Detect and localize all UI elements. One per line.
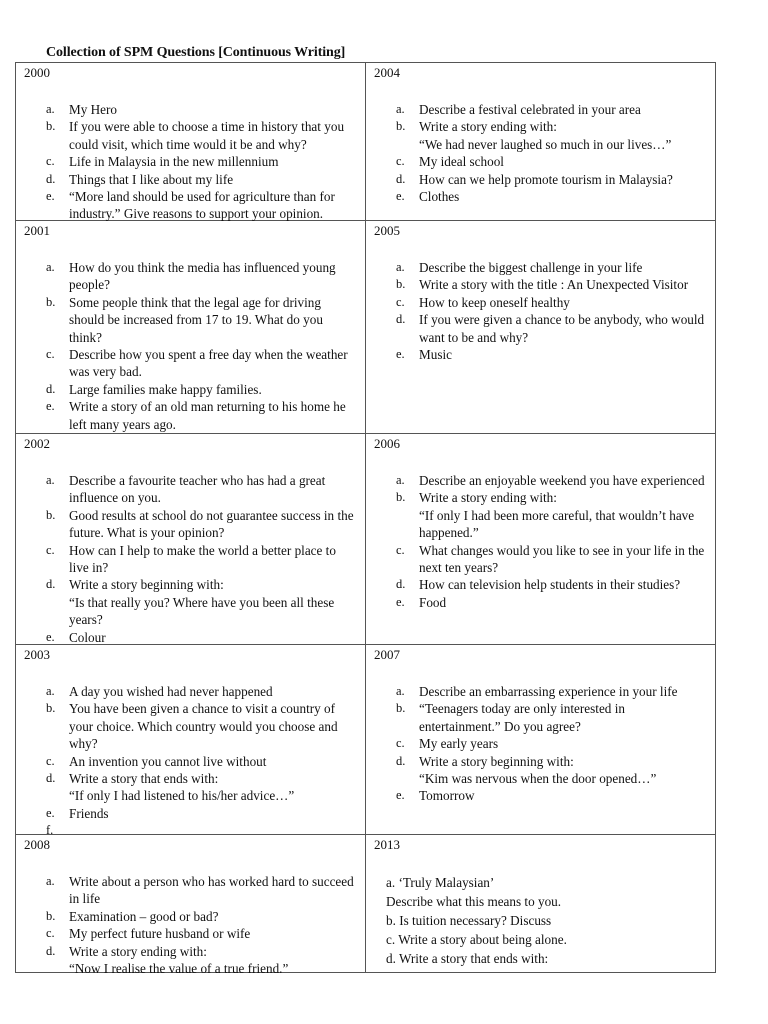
year-block-2013 (366, 835, 716, 973)
item-text: Describe the biggest challenge in your life (419, 260, 643, 275)
item-letter: e. (46, 189, 55, 204)
question-item (366, 153, 715, 170)
item-letter: c. (396, 154, 405, 169)
item-letter: a. (396, 473, 405, 487)
question-line: c. Write a story about being alone. (386, 932, 567, 947)
question-item (366, 594, 715, 611)
item-text: How do you think the media has influenced young people? (69, 260, 336, 293)
item-text: Write a story ending with: (69, 943, 207, 959)
question-item (366, 346, 715, 363)
item-text: Things that I like about my life (69, 171, 234, 187)
question-item (16, 908, 365, 925)
year-label: 2004 (374, 65, 400, 80)
item-text: Write a story with the title : An Unexpected Visitor (419, 277, 689, 293)
question-item (16, 770, 365, 805)
item-letter: a. (396, 260, 405, 274)
question-item (16, 753, 365, 770)
question-item (16, 153, 365, 170)
item-text: My ideal school (419, 154, 504, 170)
item-letter: d. (46, 171, 56, 186)
question-item (16, 118, 365, 153)
year-block-2004 (366, 63, 716, 221)
question-item (366, 472, 715, 489)
year-label: 2001 (24, 223, 50, 238)
item-quote: “Is that really you? Where have you been all these years? (69, 594, 335, 628)
item-text: Friends (69, 805, 109, 821)
item-text: My perfect future husband or wife (69, 926, 251, 942)
question-item (16, 472, 365, 507)
item-letter: c. (46, 753, 55, 768)
item-text: A day you wished had never happened (69, 684, 273, 699)
item-text: My Hero (69, 102, 117, 117)
item-letter: c. (396, 294, 405, 309)
question-item (366, 118, 715, 153)
item-letter: b. (46, 294, 56, 309)
question-item (16, 629, 365, 646)
question-item (16, 188, 365, 223)
item-quote: “If only I had listened to his/her advice…” (69, 788, 295, 804)
question-list (366, 472, 715, 611)
item-text: Examination – good or bad? (69, 908, 219, 924)
question-list (16, 259, 365, 433)
item-text: Life in Malaysia in the new millennium (69, 154, 279, 170)
item-text: Some people think that the legal age for driving should be increased from 17 to 19. What do you think? (69, 294, 323, 345)
item-letter: b. (46, 908, 56, 923)
year-block-2007 (366, 645, 716, 835)
question-list (16, 472, 365, 646)
question-item (366, 576, 715, 593)
item-quote: “Now I realise the value of a true friend.” (69, 961, 289, 977)
question-item (16, 171, 365, 188)
item-text: Clothes (419, 189, 460, 205)
item-quote: “Kim was nervous when the door opened…” (419, 771, 657, 787)
item-letter: d. (396, 312, 406, 327)
item-letter: c. (46, 926, 55, 941)
question-item (16, 576, 365, 628)
year-block-2006 (366, 434, 716, 645)
item-text: How can I help to make the world a better place to live in? (69, 542, 336, 576)
item-letter: b. (396, 277, 406, 292)
year-block-2000 (16, 63, 366, 221)
question-item (366, 188, 715, 205)
year-block-2005 (366, 221, 716, 434)
question-item (366, 787, 715, 804)
year-block-2001 (16, 221, 366, 434)
item-letter: d. (46, 577, 56, 592)
question-line: d. Write a story that ends with: (386, 951, 549, 966)
year-label: 2007 (374, 647, 400, 662)
item-letter: e. (396, 347, 405, 362)
item-letter: c. (46, 542, 55, 557)
question-item (366, 753, 715, 788)
item-letter: c. (46, 347, 55, 362)
item-text: Describe a favourite teacher who has had a great influence on you. (69, 473, 326, 506)
item-text: My early years (419, 736, 499, 752)
item-letter: e. (396, 788, 405, 803)
item-text: Write a story beginning with: (419, 753, 574, 769)
item-text: Food (419, 594, 447, 610)
item-text: What changes would you like to see in your life in the next ten years? (419, 542, 705, 576)
item-letter: b. (46, 507, 56, 522)
question-item (16, 294, 365, 346)
question-line: b. Is tuition necessary? Discuss (386, 913, 552, 928)
item-letter: a. (46, 473, 55, 487)
question-item (16, 700, 365, 752)
question-item (366, 700, 715, 735)
item-letter: d. (396, 171, 406, 186)
item-letter: b. (396, 490, 406, 505)
question-list (16, 683, 365, 838)
item-letter: e. (46, 399, 55, 414)
question-item (366, 735, 715, 752)
item-letter: e. (396, 189, 405, 204)
item-letter: b. (46, 701, 56, 716)
question-item (366, 311, 715, 346)
question-item (16, 398, 365, 433)
question-item (16, 542, 365, 577)
question-item (16, 507, 365, 542)
year-label: 2003 (24, 647, 50, 662)
item-text: You have been given a chance to visit a country of your choice. Which country would you choose and why? (69, 701, 338, 752)
item-text: Write about a person who has worked hard to succeed in life (69, 874, 354, 907)
question-item (16, 381, 365, 398)
question-item (366, 294, 715, 311)
item-letter: e. (46, 629, 55, 644)
question-item (16, 683, 365, 700)
item-letter: c. (396, 736, 405, 751)
item-quote: “We had never laughed so much in our lives…” (419, 136, 672, 152)
question-item (366, 101, 715, 118)
item-text: “More land should be used for agriculture than for industry.” Give reasons to support your opinion. (69, 189, 335, 222)
item-text: Describe an enjoyable weekend you have experienced (419, 473, 705, 488)
question-item (16, 259, 365, 294)
item-letter: a. (46, 684, 55, 698)
item-text: “Teenagers today are only interested in entertainment.” Do you agree? (419, 701, 625, 734)
item-letter: d. (396, 577, 406, 592)
item-letter: b. (396, 119, 406, 134)
item-text: How can television help students in their studies? (419, 577, 681, 593)
question-list (16, 873, 365, 977)
item-letter: c. (46, 154, 55, 169)
item-text: If you were given a chance to be anybody, who would want to be and why? (419, 312, 705, 345)
item-text: Write a story that ends with: (69, 771, 219, 787)
item-letter: a. (396, 684, 405, 698)
item-letter: d. (46, 381, 56, 396)
question-item (366, 259, 715, 276)
item-letter: a. (396, 102, 405, 116)
year-block-2003 (16, 645, 366, 838)
item-text: Music (419, 347, 452, 363)
item-letter: b. (46, 119, 56, 134)
item-text: Write a story of an old man returning to his home he left many years ago. (69, 399, 346, 432)
question-item (366, 683, 715, 700)
question-item (16, 346, 365, 381)
question-list (16, 101, 365, 223)
item-letter: c. (396, 542, 405, 557)
document-title: Collection of SPM Questions [Continuous Writing] (46, 45, 346, 60)
item-letter: a. (46, 260, 55, 274)
year-label: 2005 (374, 223, 400, 238)
item-quote: “If only I had been more careful, that wouldn’t have happened.” (419, 507, 695, 541)
question-item (16, 101, 365, 118)
question-item (366, 276, 715, 293)
year-block-2008 (16, 835, 366, 977)
item-letter: e. (396, 594, 405, 609)
question-item (16, 943, 365, 978)
item-text: Describe how you spent a free day when the weather was very bad. (69, 347, 348, 380)
question-line: Describe what this means to you. (386, 894, 562, 909)
question-list (366, 101, 715, 205)
item-letter: b. (396, 701, 406, 716)
year-label: 2008 (24, 837, 50, 852)
question-item (366, 489, 715, 541)
question-list (366, 683, 715, 805)
year-block-2002 (16, 434, 366, 645)
item-letter: e. (46, 805, 55, 820)
question-item (366, 171, 715, 188)
questions-table (15, 62, 716, 977)
item-letter: a. (46, 102, 55, 116)
item-text: Describe a festival celebrated in your area (419, 102, 641, 117)
item-text: If you were able to choose a time in history that you could visit, which time would it be and why? (69, 119, 345, 152)
item-text: Tomorrow (419, 788, 475, 804)
item-text: Write a story ending with: (419, 490, 557, 506)
year-label: 2002 (24, 436, 50, 451)
question-list (366, 873, 715, 968)
item-text: Colour (69, 629, 106, 645)
item-letter: a. (46, 874, 55, 888)
item-text: How can we help promote tourism in Malaysia? (419, 171, 673, 187)
item-letter: d. (46, 771, 56, 786)
question-item (16, 925, 365, 942)
item-text: An invention you cannot live without (69, 753, 267, 769)
item-letter: d. (396, 753, 406, 768)
item-text: How to keep oneself healthy (419, 294, 570, 310)
year-label: 2013 (374, 837, 400, 852)
year-label: 2006 (374, 436, 400, 451)
question-list (366, 259, 715, 363)
question-item (16, 805, 365, 822)
item-text: Write a story beginning with: (69, 577, 224, 593)
item-text: Large families make happy families. (69, 381, 262, 397)
question-item (366, 542, 715, 577)
item-text: Describe an embarrassing experience in your life (419, 684, 678, 699)
item-letter: f. (46, 823, 54, 838)
question-line: a. ‘Truly Malaysian’ (386, 875, 495, 890)
item-text: Write a story ending with: (419, 119, 557, 135)
question-item (16, 873, 365, 908)
year-label: 2000 (24, 65, 50, 80)
item-letter: d. (46, 943, 56, 958)
item-text: Good results at school do not guarantee success in the future. What is your opinion? (69, 507, 354, 541)
